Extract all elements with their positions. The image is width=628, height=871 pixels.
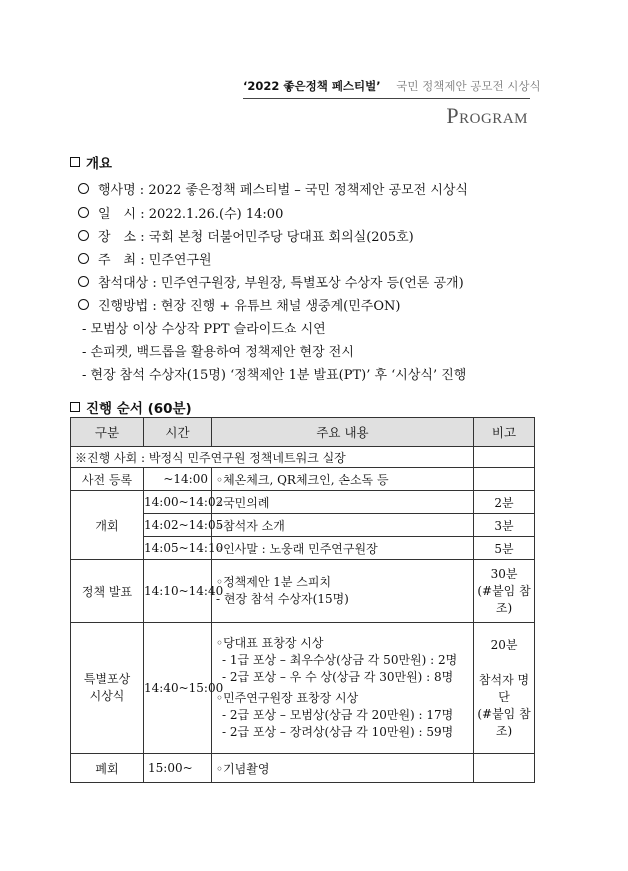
section-cell: 사전 등록	[71, 468, 144, 491]
circle-bullet-icon	[78, 276, 89, 287]
overview-item: 주 최 : 민주연구원	[78, 249, 212, 268]
table-row	[71, 491, 535, 514]
table-row	[71, 623, 535, 754]
circle-bullet-icon	[78, 299, 89, 310]
circle-bullet-icon	[78, 253, 89, 264]
program-title: PROGRAM	[446, 103, 528, 128]
overview-item: 장 소 : 국회 본청 더불어민주당 당대표 회의실(205호)	[78, 226, 414, 245]
content-line: - 2급 포상 – 모범상(상금 각 20만원) : 17명	[222, 708, 454, 722]
content-cell: ◦기념촬영	[212, 754, 474, 783]
overview-item: 진행방법 : 현장 진행 + 유튜브 채널 생중계(민주ON)	[78, 295, 400, 314]
moderator-note: ※진행 사회 : 박정식 민주연구원 정책네트워크 실장	[71, 447, 474, 468]
overview-item: 행사명 : 2022 좋은정책 페스티벌 – 국민 정책제안 공모전 시상식	[78, 179, 468, 198]
content-cell	[212, 623, 474, 754]
event-name: ‘2022 좋은정책 페스티벌’	[243, 79, 381, 93]
content-cell: ◦인사말 : 노웅래 민주연구원장	[212, 537, 474, 560]
circle-bullet-icon	[78, 183, 89, 194]
content-line: - 2급 포상 – 우 수 상(상금 각 30만원) : 8명	[222, 670, 454, 684]
content-line: ◦민주연구원장 표창장 시상	[216, 691, 359, 705]
column-header: 시간	[144, 418, 212, 447]
time-cell: ~14:00	[144, 468, 212, 491]
content-cell: ◦국민의례	[212, 491, 474, 514]
event-subtitle: 국민 정책제안 공모전 시상식	[396, 79, 541, 93]
time-cell: 14:10~14:40	[144, 560, 212, 623]
time-cell: 15:00~	[144, 754, 212, 783]
overview-item: 일 시 : 2022.1.26.(수) 14:00	[78, 203, 283, 222]
square-bullet-icon	[70, 157, 80, 167]
overview-sub-item: - 손피켓, 백드롭을 활용하여 정책제안 현장 전시	[82, 345, 354, 360]
time-cell: 14:40~15:00	[144, 623, 212, 754]
column-header: 비고	[474, 418, 535, 447]
table-row	[71, 447, 535, 468]
circle-bullet-icon	[78, 230, 89, 241]
note-cell	[474, 468, 535, 491]
section-cell: 특별포상 시상식	[71, 623, 144, 754]
table-header-row	[71, 418, 535, 447]
content-cell	[212, 560, 474, 623]
note-cell: 3분	[474, 514, 535, 537]
content-line: ◦정책제안 1분 스피치	[216, 575, 332, 589]
overview-sub-item: - 모범상 이상 수상작 PPT 슬라이드쇼 시연	[82, 322, 326, 337]
section-cell: 폐회	[71, 754, 144, 783]
table-row	[71, 754, 535, 783]
column-header: 주요 내용	[212, 418, 474, 447]
time-cell: 14:05~14:10	[144, 537, 212, 560]
table-row	[71, 560, 535, 623]
overview-sub-item: - 현장 참석 수상자(15명) ‘정책제안 1분 발표(PT)’ 후 ‘시상식’ 진행	[82, 368, 467, 383]
document-header	[243, 78, 541, 94]
time-cell: 14:02~14:05	[144, 514, 212, 537]
section-cell: 개회	[71, 491, 144, 560]
note-cell: 2분	[474, 491, 535, 514]
time-cell: 14:00~14:02	[144, 491, 212, 514]
content-line: - 현장 참석 수상자(15명)	[216, 592, 349, 606]
content-line: ◦당대표 표창장 시상	[216, 636, 324, 650]
content-cell: ◦참석자 소개	[212, 514, 474, 537]
note-cell: 5분	[474, 537, 535, 560]
overview-heading: 개요	[70, 152, 112, 172]
schedule-heading: 진행 순서 (60분)	[70, 397, 192, 417]
content-line: - 2급 포상 – 장려상(상금 각 10만원) : 59명	[222, 725, 454, 739]
content-cell: ◦체온체크, QR체크인, 손소독 등	[212, 468, 474, 491]
column-header: 구분	[71, 418, 144, 447]
circle-bullet-icon	[78, 207, 89, 218]
header-rule	[243, 98, 530, 99]
note-cell	[474, 754, 535, 783]
section-cell: 정책 발표	[71, 560, 144, 623]
table-row	[71, 468, 535, 491]
note-cell: 20분 참석자 명단 (#붙임 참조)	[474, 623, 535, 754]
square-bullet-icon	[70, 402, 80, 412]
note-cell: 30분 (#붙임 참조)	[474, 560, 535, 623]
content-line: - 1급 포상 – 최우수상(상금 각 50만원) : 2명	[222, 653, 458, 667]
overview-item: 참석대상 : 민주연구원장, 부원장, 특별포상 수상자 등(언론 공개)	[78, 272, 464, 291]
schedule-table	[70, 417, 535, 783]
